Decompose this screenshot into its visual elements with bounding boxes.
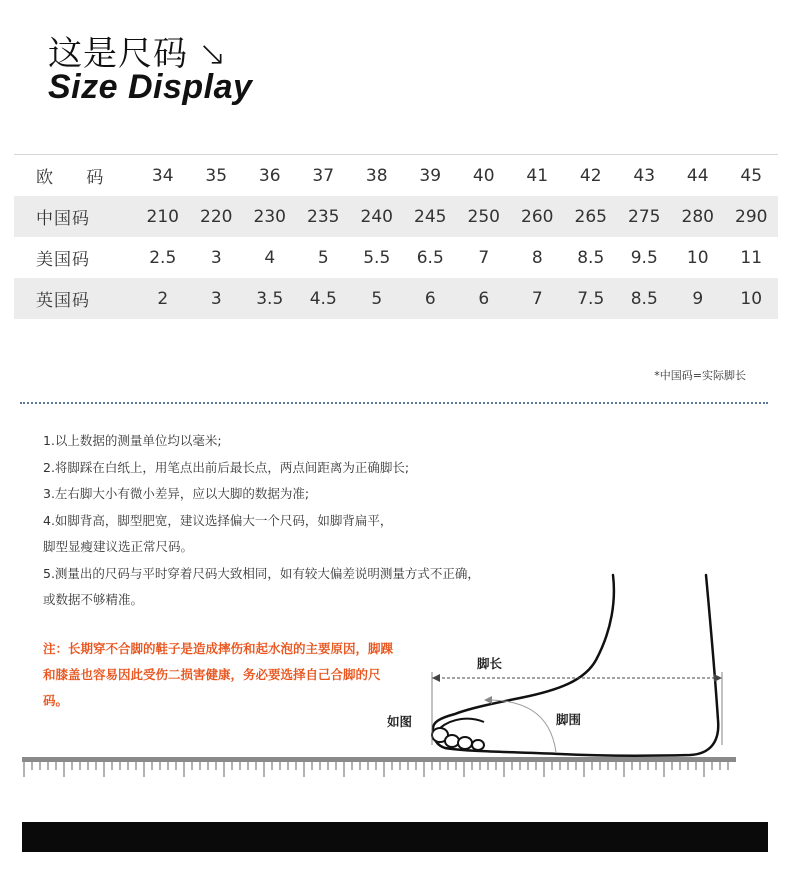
cell: 250 bbox=[457, 196, 511, 237]
cell: 8 bbox=[531, 247, 543, 268]
ruler bbox=[22, 757, 736, 779]
cell: 275 bbox=[618, 196, 672, 237]
row-label-cn: 中国码 bbox=[14, 196, 136, 237]
cell: 5 bbox=[317, 247, 329, 268]
cell: 265 bbox=[564, 196, 618, 237]
cell: 11 bbox=[740, 247, 763, 268]
size-table bbox=[14, 154, 778, 319]
cell: 45 bbox=[740, 165, 763, 186]
cell: 290 bbox=[725, 196, 779, 237]
instruction-line: 1.以上数据的测量单位均以毫米; bbox=[43, 433, 222, 448]
cell: 2.5 bbox=[149, 247, 177, 268]
cell: 43 bbox=[633, 165, 656, 186]
cell: 42 bbox=[579, 165, 602, 186]
row-label-us: 美国码 bbox=[36, 250, 90, 270]
instruction-line: 5.测量出的尺码与平时穿着尺码大致相同，如有较大偏差说明测量方式不正确， bbox=[43, 565, 480, 581]
cell: 7 bbox=[478, 247, 490, 268]
cell: 39 bbox=[419, 165, 442, 186]
title-en: Size Display bbox=[48, 68, 253, 106]
cell: 9.5 bbox=[630, 247, 658, 268]
row-label-eu: 欧 码 bbox=[36, 168, 118, 188]
instruction-line: 或数据不够精准。 bbox=[43, 592, 144, 607]
cell: 7.5 bbox=[564, 278, 618, 319]
foot-outline bbox=[433, 575, 718, 756]
cell: 6 bbox=[404, 278, 458, 319]
cell: 8.5 bbox=[577, 247, 605, 268]
warning-note: 注：长期穿不合脚的鞋子是造成摔伤和起水泡的主要原因，脚踝和膝盖也容易因此受伤二损害健康，务必要选择自己合脚的尺码。 bbox=[43, 641, 394, 708]
cell: 3 bbox=[190, 278, 244, 319]
cell: 3.5 bbox=[243, 278, 297, 319]
instruction-line: 脚型显瘦建议选正常尺码。 bbox=[43, 539, 194, 554]
cell: 38 bbox=[365, 165, 388, 186]
cell: 37 bbox=[312, 165, 335, 186]
table-row-eu bbox=[14, 155, 778, 196]
cell: 4 bbox=[264, 247, 276, 268]
cell: 6.5 bbox=[416, 247, 444, 268]
cell: 240 bbox=[350, 196, 404, 237]
china-size-note: *中国码=实际脚长 bbox=[654, 369, 746, 382]
table-row-us bbox=[14, 237, 778, 278]
cell: 10 bbox=[686, 247, 709, 268]
cell: 7 bbox=[511, 278, 565, 319]
cell: 6 bbox=[457, 278, 511, 319]
row-label-uk: 英国码 bbox=[14, 278, 136, 319]
cell: 3 bbox=[210, 247, 222, 268]
cell: 235 bbox=[297, 196, 351, 237]
cell: 5 bbox=[350, 278, 404, 319]
instruction-line: 2.将脚踩在白纸上，用笔点出前后最长点，两点间距离为正确脚长; bbox=[43, 459, 410, 475]
cell: 245 bbox=[404, 196, 458, 237]
cell: 230 bbox=[243, 196, 297, 237]
cell: 35 bbox=[205, 165, 228, 186]
cell: 36 bbox=[258, 165, 281, 186]
dotted-divider bbox=[20, 402, 768, 404]
cell: 40 bbox=[472, 165, 495, 186]
cell: 2 bbox=[136, 278, 190, 319]
cell: 4.5 bbox=[297, 278, 351, 319]
cell: 9 bbox=[671, 278, 725, 319]
cell: 210 bbox=[136, 196, 190, 237]
cell: 34 bbox=[151, 165, 174, 186]
table-row-cn bbox=[14, 196, 778, 237]
cell: 220 bbox=[190, 196, 244, 237]
cell: 260 bbox=[511, 196, 565, 237]
cell: 280 bbox=[671, 196, 725, 237]
instruction-line: 3.左右脚大小有微小差异，应以大脚的数据为准; bbox=[43, 486, 310, 501]
as-shown-label: 如图 bbox=[387, 714, 413, 729]
foot-illustration bbox=[0, 560, 790, 760]
cell: 5.5 bbox=[363, 247, 391, 268]
cell: 44 bbox=[686, 165, 709, 186]
cell: 8.5 bbox=[618, 278, 672, 319]
cell: 41 bbox=[526, 165, 549, 186]
foot-length-label: 脚长 bbox=[477, 656, 503, 671]
instruction-line: 4.如脚背高，脚型肥宽，建议选择偏大一个尺码，如脚背扁平， bbox=[43, 512, 393, 528]
table-row-uk bbox=[14, 278, 778, 319]
arrow-down-right-icon: ↘ bbox=[198, 34, 228, 74]
title-cn-text: 这是尺码 bbox=[48, 34, 188, 74]
foot-circumference-label: 脚围 bbox=[556, 712, 582, 727]
footer-bar bbox=[22, 822, 768, 852]
cell: 10 bbox=[725, 278, 779, 319]
